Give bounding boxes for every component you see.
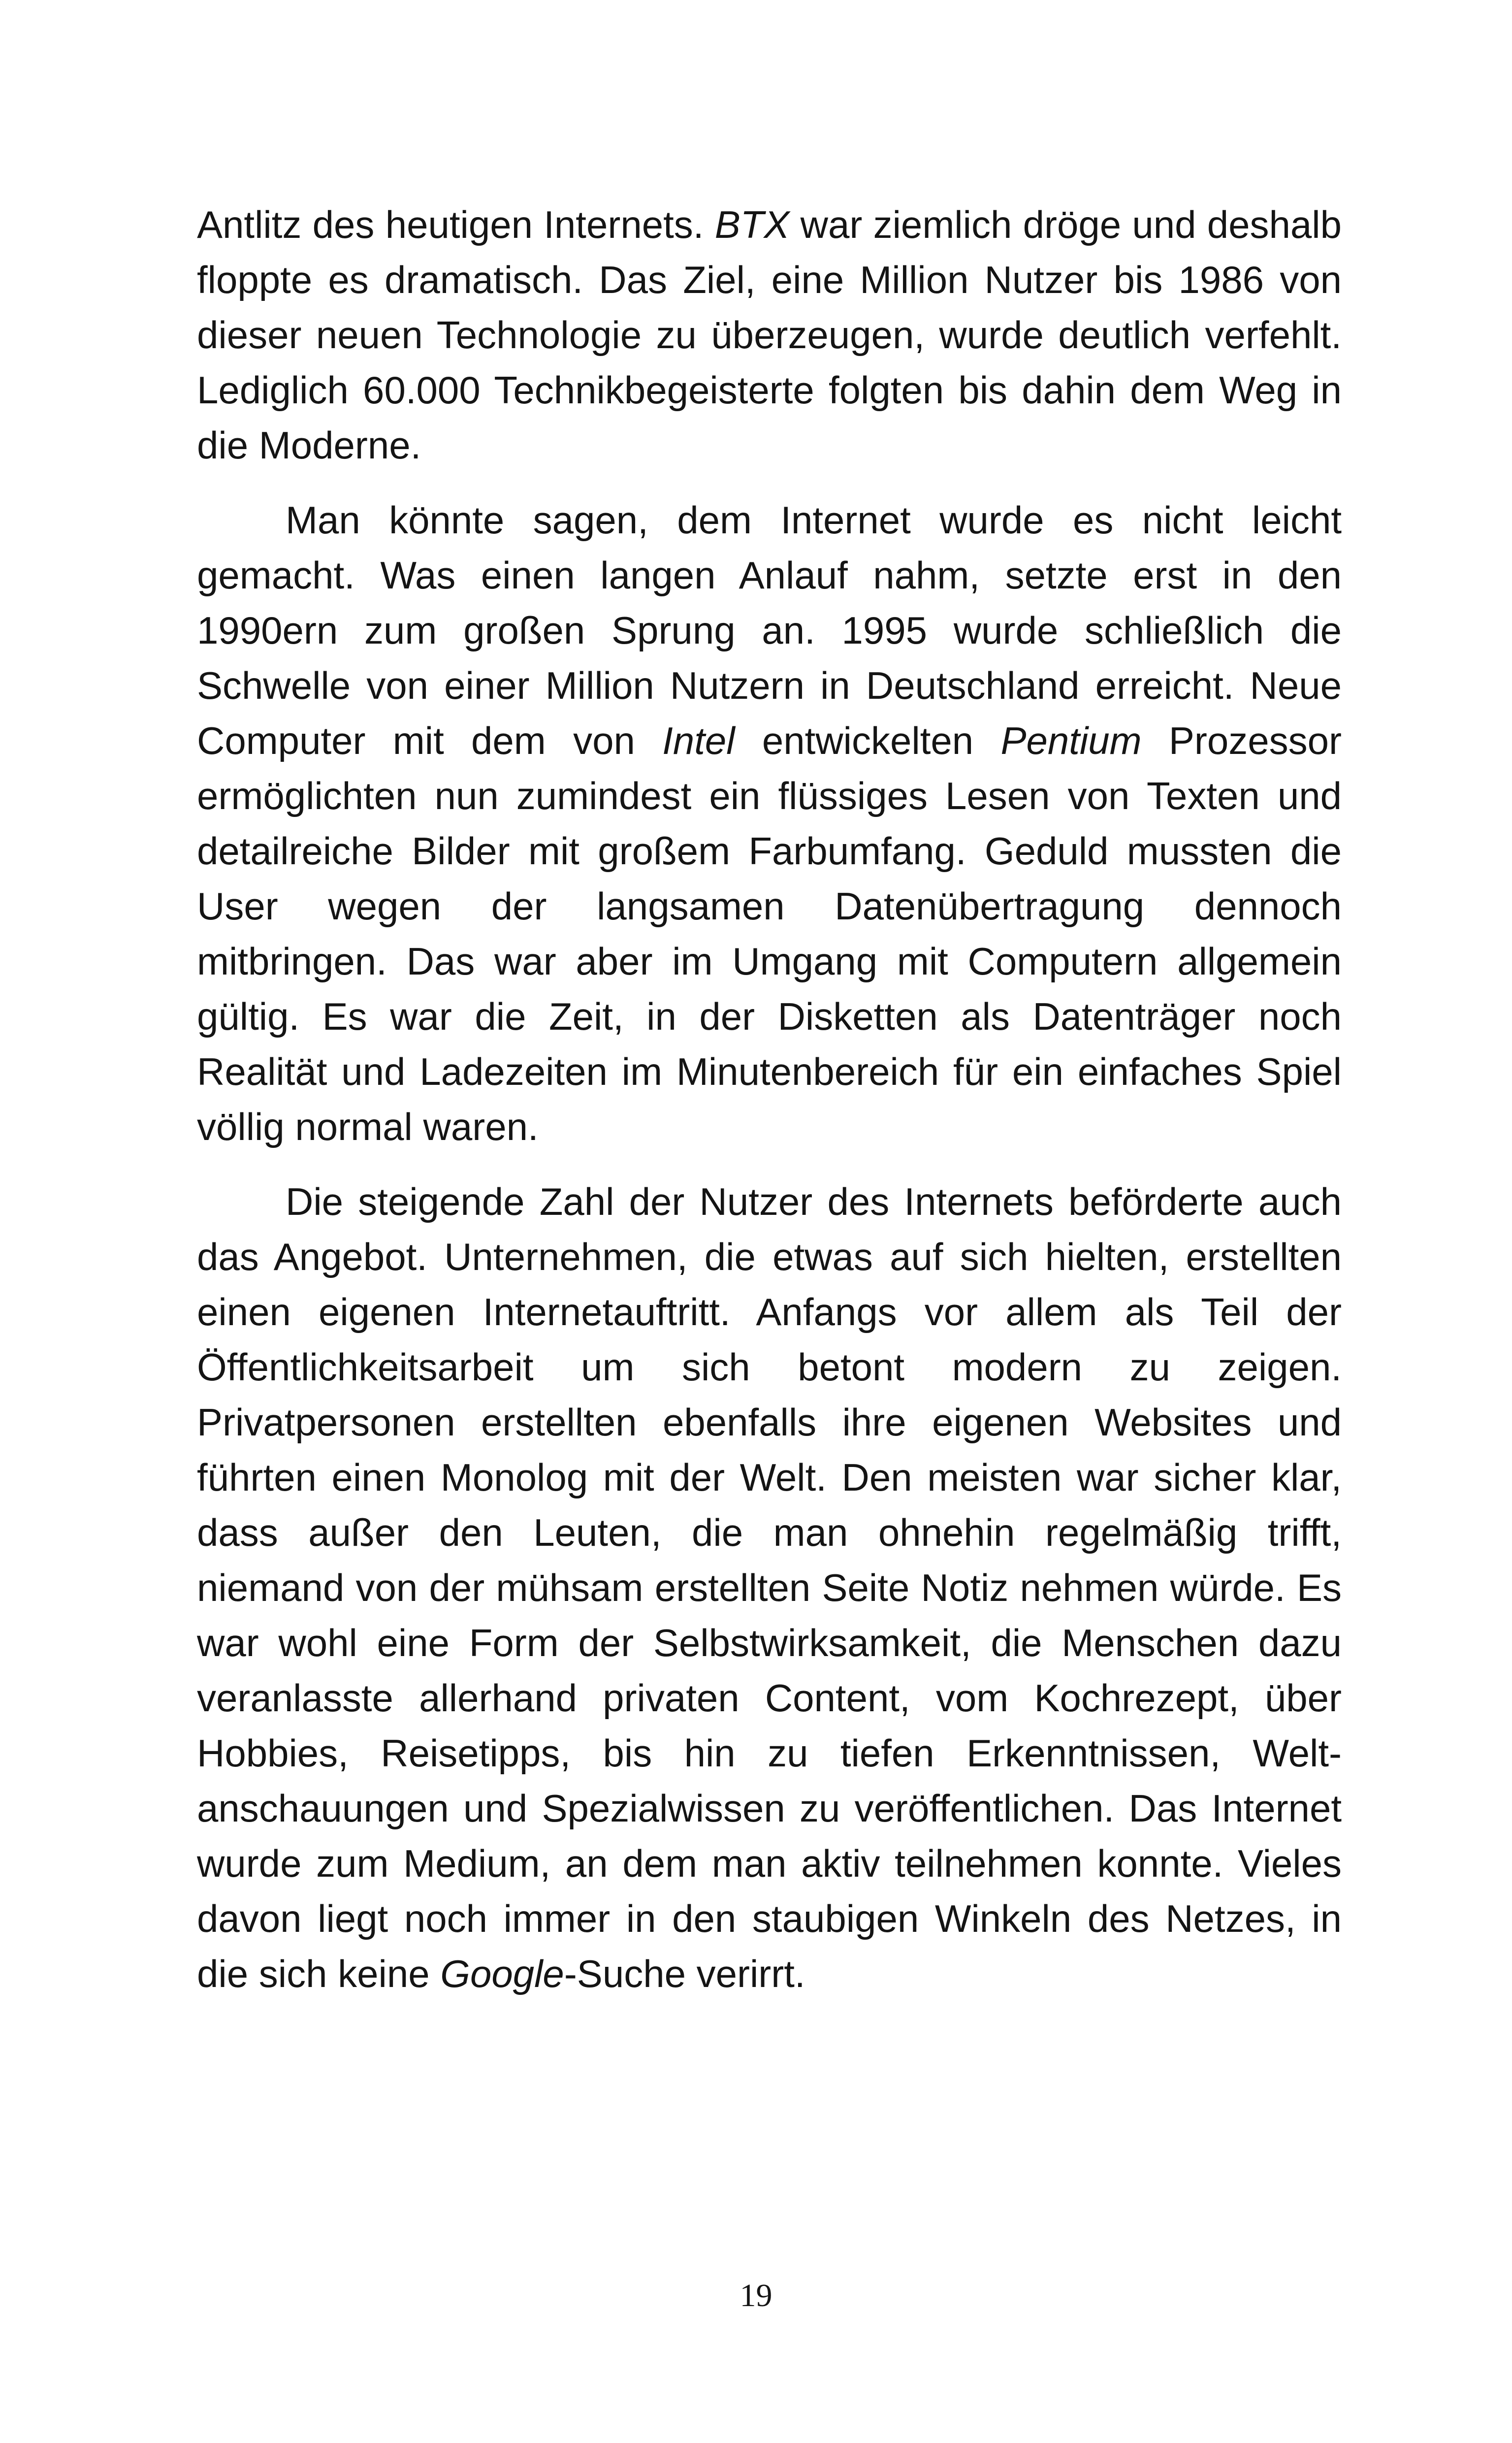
text-run: war ziemlich dröge und deshalb floppte es dramatisch. Das Ziel, eine Million Nutzer bis 1986 von dieser neuen Technologie zu überzeugen, wurde deutlich verfehlt. Lediglich 60.000 Technikbegeisterte folgten bis dahin dem Weg in die Moderne. (197, 203, 1342, 467)
text-run: -Suche verirrt. (564, 1952, 805, 1995)
paragraph (197, 197, 1342, 473)
text-run: Prozessor ermöglichten nun zumindest ein flüssiges Lesen von Texten und detailreiche Bilder mit großem Farbumfang. Geduld mussten die User wegen der langsamen Datenübertragung dennoch mitbringen. Das war aber im Umgang mit Computern allgemein gültig. Es war die Zeit, in der Disketten als Datenträger noch Realität und Ladezeiten im Minutenbereich für ein einfaches Spiel völlig normal waren. (197, 719, 1342, 1148)
emphasis-intel: Intel (662, 719, 735, 762)
emphasis-google: Google (440, 1952, 564, 1995)
page-body (197, 197, 1342, 2001)
text-run: Die steigende Zahl der Nutzer des Internets beförderte auch das Angebot. Unternehmen, die etwas auf sich hielten, erstellten einen eigenen Internetauftritt. Anfangs vor allem als Teil der Öffentlichkeitsarbeit um sich betont modern zu zeigen. Privatpersonen erstellten ebenfalls ihre eigenen Websites und führten einen Monolog mit der Welt. Den meisten war sicher klar, dass außer den Leuten, die man ohnehin regelmäßig trifft, niemand von der mühsam erstellten Seite Notiz nehmen würde. Es war wohl eine Form der Selbstwirksamkeit, die Menschen dazu veranlasste allerhand privaten Content, vom Kochrezept, über Hobbies, Reisetipps, bis hin zu tiefen Erkenntnissen, Weltanschauungen und Spezialwissen zu veröffentlichen. Das Internet wurde zum Medium, an dem man aktiv teilnehmen konnte. Vieles davon liegt noch immer in den staubigen Winkeln des Netzes, in die sich keine (197, 1180, 1342, 1995)
paragraph (197, 492, 1342, 1154)
paragraph (197, 1174, 1342, 2001)
text-run: entwickelten (735, 719, 1001, 762)
text-run: Man könnte sagen, dem Internet wurde es nicht leicht gemacht. Was einen langen Anlauf nahm, setzte erst in den 1990ern zum großen Sprung an. 1995 wurde schließlich die Schwelle von einer Million Nutzern in Deutschland erreicht. Neue Computer mit dem von (197, 498, 1342, 762)
text-run: Antlitz des heutigen Internets. (197, 203, 715, 246)
emphasis-btx: BTX (714, 203, 790, 246)
page-number: 19 (740, 2278, 772, 2313)
emphasis-pentium: Pentium (1000, 719, 1142, 762)
